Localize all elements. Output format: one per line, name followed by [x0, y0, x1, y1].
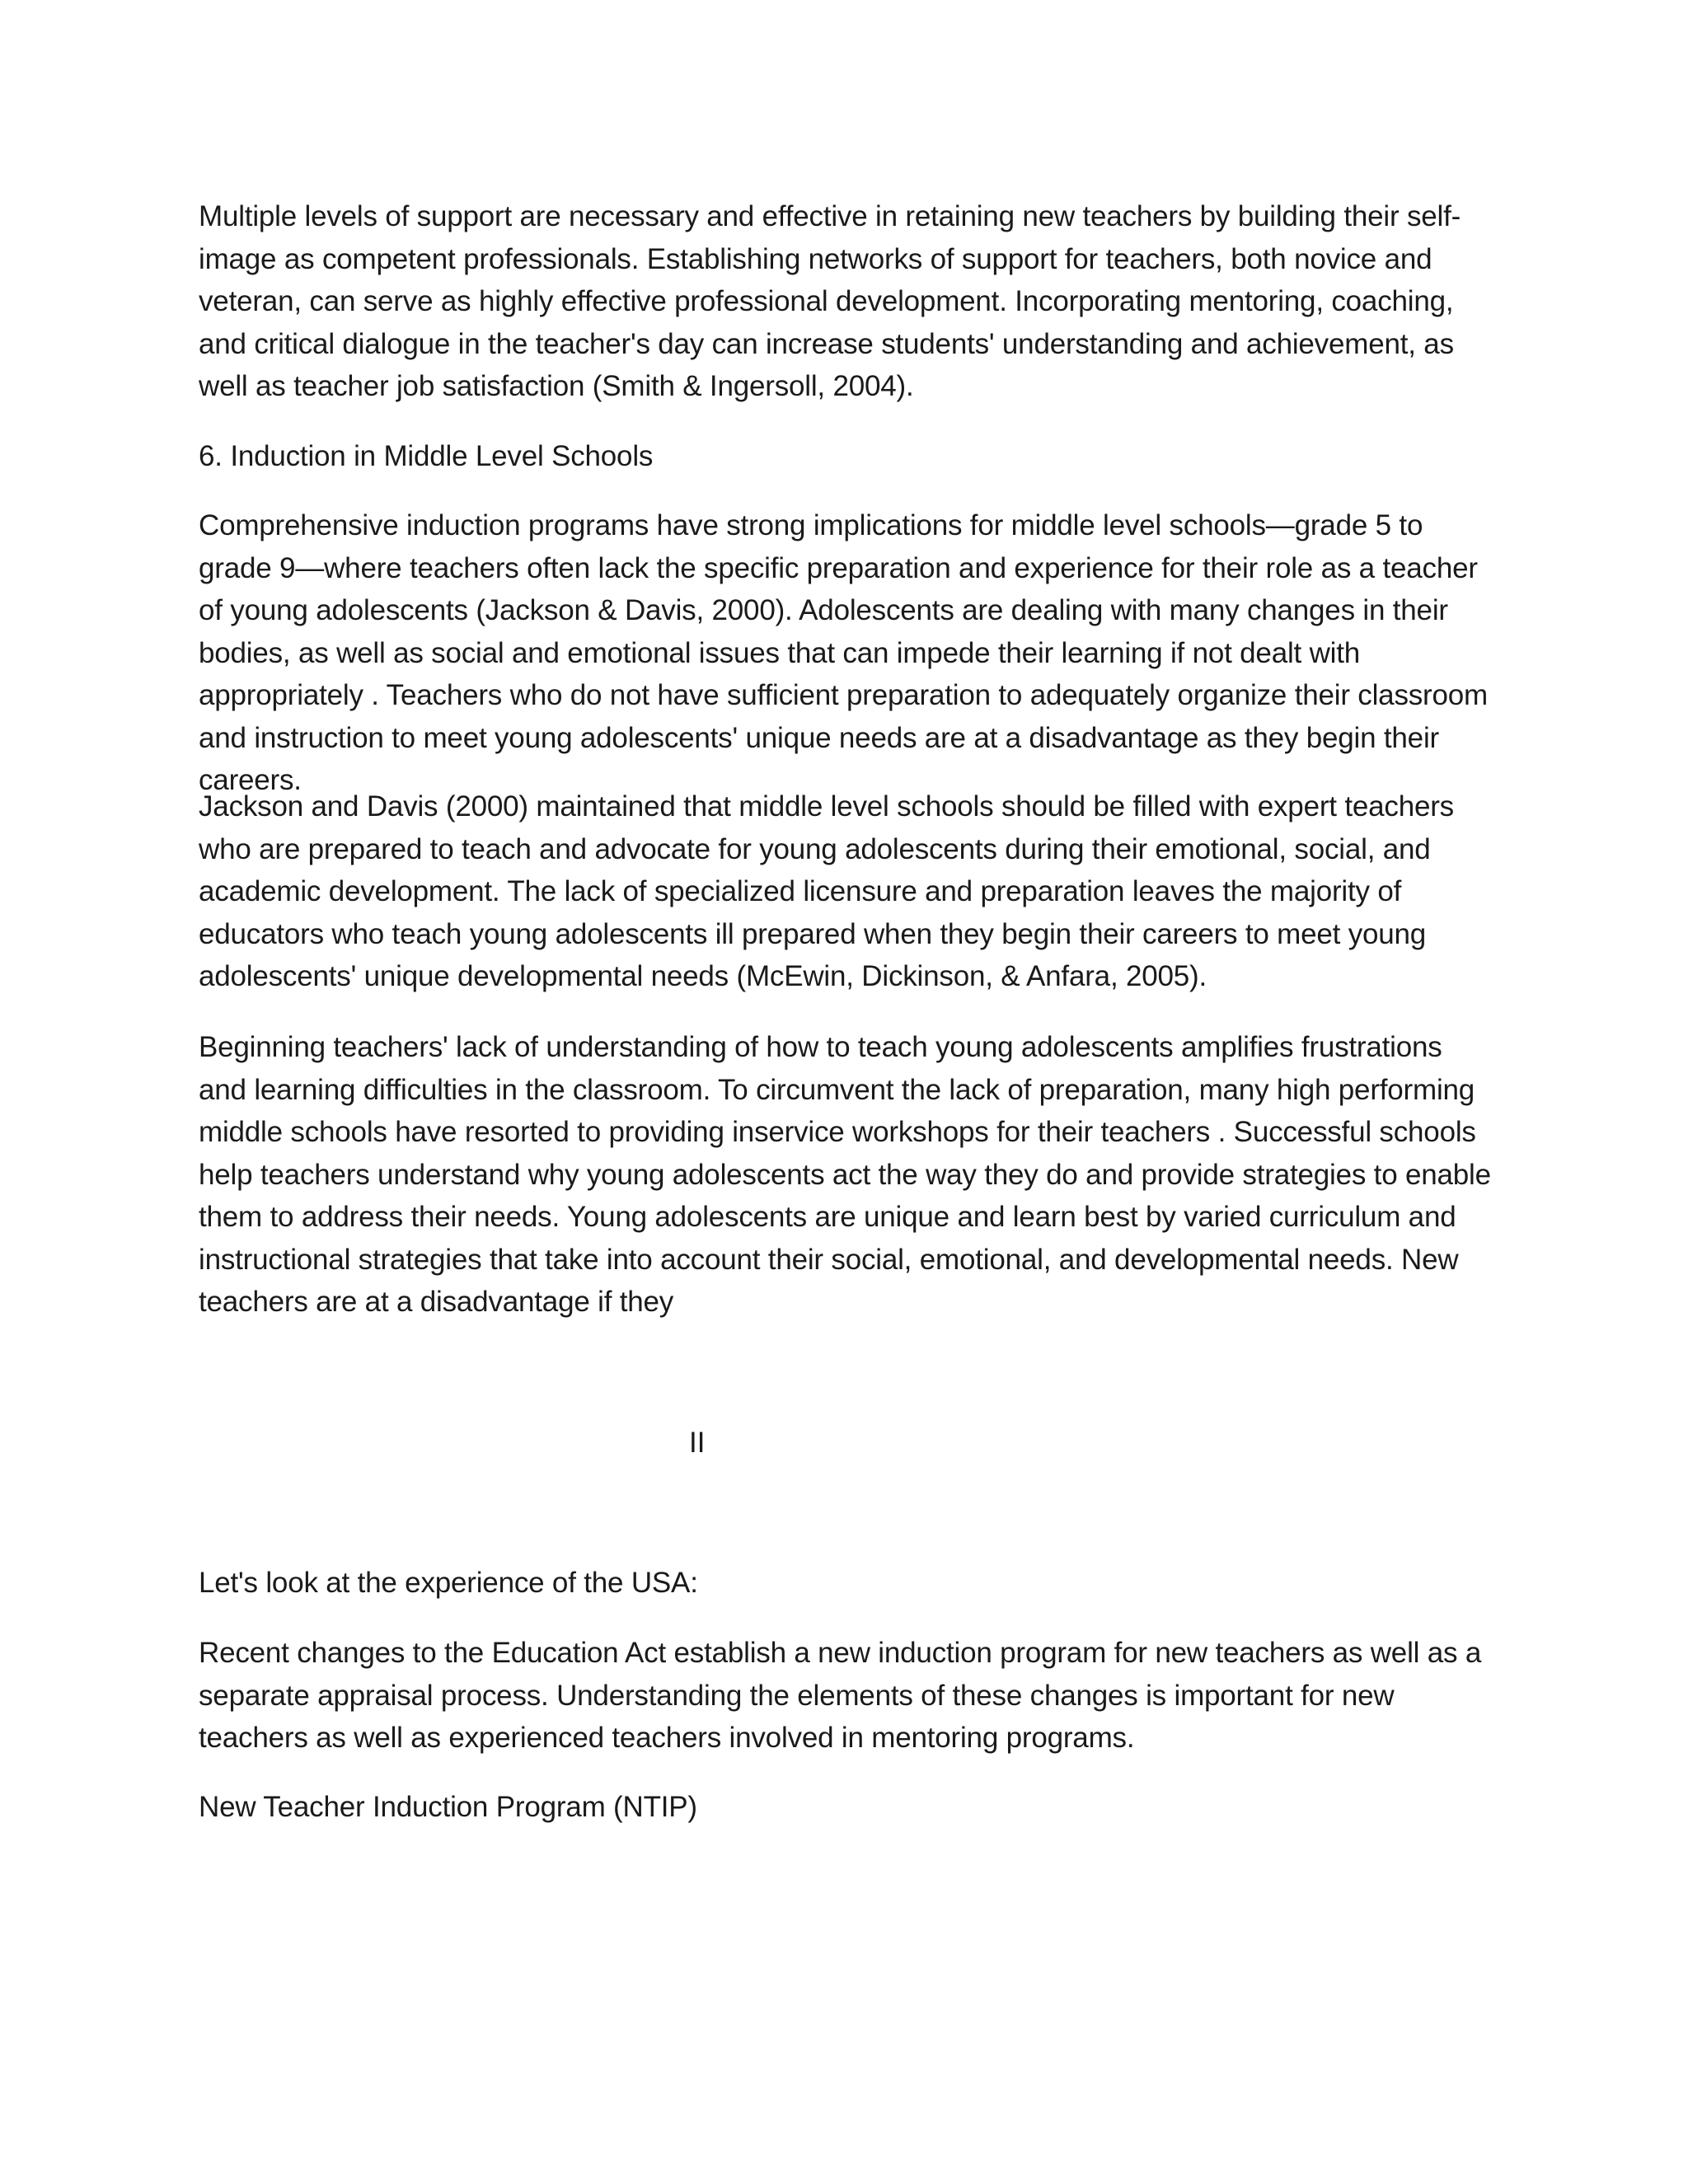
paragraph-support: Multiple levels of support are necessary and effective in retaining new teachers by building their self-image as competent professionals. Establishing networks of support for teachers, both novice and veteran, can serve as highly effective professional development. Incorporating mentoring, coaching, and critical dialogue in the teacher's day can increase students' understanding and achievement, as well as teacher job satisfaction (Smith & Ingersoll, 2004). [199, 200, 1461, 402]
paragraph-recent-changes: Recent changes to the Education Act establish a new induction program for new teachers as well as a separate appraisal process. Understanding the elements of these changes is important for new teachers as well as experienced teachers involved in mentoring programs. [199, 1637, 1482, 1754]
section-numeral: II [689, 1427, 706, 1459]
heading-middle-level-schools: 6. Induction in Middle Level Schools [199, 440, 654, 472]
paragraph-comprehensive-induction: Comprehensive induction programs have strong implications for middle level schools—grade 5 to grade 9—where teachers often lack the specific preparation and experience for their role as a teacher of young adolescents (Jackson & Davis, 2000). Adolescents are dealing with many changes in their bodies, as well as social and emotional issues that can impede their learning if not dealt with appropriately . Teachers who do not have sufficient preparation to adequately organize their classroom and instruction to meet young adolescents' unique needs are at a disadvantage as they begin their careers. [199, 509, 1488, 796]
paragraph-jackson-davis: Jackson and Davis (2000) maintained that middle level schools should be filled with expert teachers who are prepared to teach and advocate for young adolescents during their emotional, social, and academic development. The lack of specialized licensure and preparation leaves the majority of educators who teach young adolescents ill prepared when they begin their careers to meet young adolescents' unique developmental needs (McEwin, Dickinson, & Anfara, 2005). [199, 790, 1454, 992]
paragraph-usa-experience: Let's look at the experience of the USA: [199, 1567, 698, 1599]
heading-ntip: New Teacher Induction Program (NTIP) [199, 1791, 697, 1823]
paragraph-beginning-teachers: Beginning teachers' lack of understanding of how to teach young adolescents amplifies frustrations and learning difficulties in the classroom. To circumvent the lack of preparation, many high performing middle schools have resorted to providing inservice workshops for their teachers . Successful schools help teachers understand why young adolescents act the way they do and provide strategies to enable them to address their needs. Young adolescents are unique and learn best by varied curriculum and instructional strategies that take into account their social, emotional, and developmental needs. New teachers are at a disadvantage if they [199, 1031, 1491, 1318]
